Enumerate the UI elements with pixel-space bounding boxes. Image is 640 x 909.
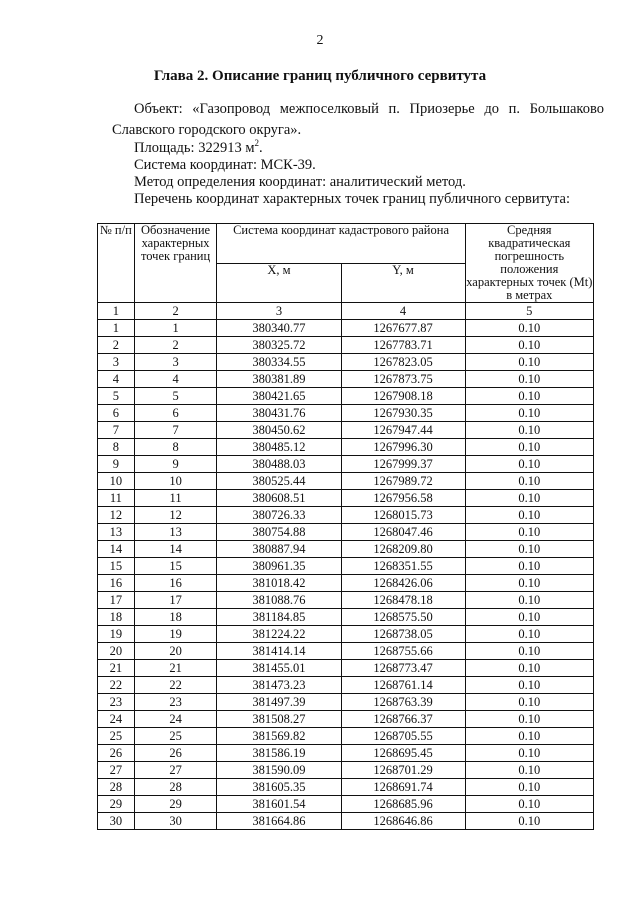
table-row [98, 490, 594, 507]
cell-x: 381184.85 [217, 609, 341, 626]
cell-num: 23 [98, 694, 135, 711]
coordinate-system-line: Система координат: МСК-39. [134, 157, 316, 173]
table-row [98, 388, 594, 405]
cell-num: 18 [98, 609, 135, 626]
table-row [98, 558, 594, 575]
cell-num: 1 [98, 320, 135, 337]
cell-mt: 0.10 [465, 796, 593, 813]
cell-x: 381605.35 [217, 779, 341, 796]
table-row [98, 694, 594, 711]
cell-point-label: 15 [134, 558, 217, 575]
cell-mt: 0.10 [465, 541, 593, 558]
cell-num: 13 [98, 524, 135, 541]
cell-x: 381088.76 [217, 592, 341, 609]
cell-mt: 0.10 [465, 439, 593, 456]
table-row [98, 507, 594, 524]
cell-mt: 0.10 [465, 490, 593, 507]
table-row [98, 762, 594, 779]
column-number: 2 [134, 303, 217, 320]
table-row [98, 609, 594, 626]
cell-y: 1268773.47 [341, 660, 465, 677]
cell-num: 12 [98, 507, 135, 524]
column-number: 5 [465, 303, 593, 320]
cell-y: 1268705.55 [341, 728, 465, 745]
cell-y: 1268738.05 [341, 626, 465, 643]
table-row [98, 422, 594, 439]
cell-point-label: 1 [134, 320, 217, 337]
cell-point-label: 8 [134, 439, 217, 456]
object-description-line2: Славского городского округа». [112, 122, 302, 138]
cell-x: 381664.86 [217, 813, 341, 830]
cell-num: 28 [98, 779, 135, 796]
cell-mt: 0.10 [465, 337, 593, 354]
cell-mt: 0.10 [465, 711, 593, 728]
cell-point-label: 21 [134, 660, 217, 677]
cell-x: 380421.65 [217, 388, 341, 405]
cell-num: 9 [98, 456, 135, 473]
table-row [98, 626, 594, 643]
table-body [98, 320, 594, 830]
table-row [98, 643, 594, 660]
cell-x: 381586.19 [217, 745, 341, 762]
cell-mt: 0.10 [465, 677, 593, 694]
cell-mt: 0.10 [465, 745, 593, 762]
cell-x: 381414.14 [217, 643, 341, 660]
cell-mt: 0.10 [465, 813, 593, 830]
cell-y: 1267996.30 [341, 439, 465, 456]
cell-y: 1268763.39 [341, 694, 465, 711]
cell-x: 380961.35 [217, 558, 341, 575]
header-x: X, м [217, 263, 341, 303]
table-row [98, 813, 594, 830]
cell-num: 2 [98, 337, 135, 354]
table-row [98, 796, 594, 813]
cell-y: 1267677.87 [341, 320, 465, 337]
cell-point-label: 24 [134, 711, 217, 728]
cell-x: 380431.76 [217, 405, 341, 422]
column-number: 1 [98, 303, 135, 320]
cell-mt: 0.10 [465, 779, 593, 796]
cell-mt: 0.10 [465, 507, 593, 524]
area-label: Площадь: 322913 м [134, 140, 255, 156]
cell-mt: 0.10 [465, 320, 593, 337]
table-header-row [98, 224, 594, 264]
cell-y: 1267956.58 [341, 490, 465, 507]
cell-y: 1268646.86 [341, 813, 465, 830]
cell-point-label: 26 [134, 745, 217, 762]
object-description-line1: Объект: «Газопровод межпоселковый п. Приозерье до п. Большаково [134, 101, 604, 117]
table-row [98, 779, 594, 796]
cell-x: 380608.51 [217, 490, 341, 507]
cell-point-label: 7 [134, 422, 217, 439]
cell-x: 381455.01 [217, 660, 341, 677]
cell-x: 380887.94 [217, 541, 341, 558]
cell-point-label: 29 [134, 796, 217, 813]
cell-num: 4 [98, 371, 135, 388]
cell-y: 1267947.44 [341, 422, 465, 439]
header-point-label: Обозначение характерных точек границ [134, 224, 217, 303]
cell-y: 1268701.29 [341, 762, 465, 779]
cell-y: 1268015.73 [341, 507, 465, 524]
cell-y: 1268209.80 [341, 541, 465, 558]
cell-mt: 0.10 [465, 728, 593, 745]
cell-num: 7 [98, 422, 135, 439]
cell-y: 1267908.18 [341, 388, 465, 405]
page-number: 2 [316, 33, 324, 48]
table-row [98, 337, 594, 354]
cell-point-label: 20 [134, 643, 217, 660]
area-unit-superscript: 2 [254, 138, 260, 149]
cell-mt: 0.10 [465, 371, 593, 388]
cell-mt: 0.10 [465, 473, 593, 490]
cell-num: 17 [98, 592, 135, 609]
cell-num: 21 [98, 660, 135, 677]
list-intro-line: Перечень координат характерных точек границ публичного сервитута: [134, 191, 571, 207]
cell-num: 6 [98, 405, 135, 422]
cell-x: 380381.89 [217, 371, 341, 388]
cell-x: 380485.12 [217, 439, 341, 456]
cell-point-label: 16 [134, 575, 217, 592]
column-numbers-row [98, 303, 594, 320]
table-row [98, 456, 594, 473]
cell-num: 8 [98, 439, 135, 456]
cell-mt: 0.10 [465, 643, 593, 660]
cell-point-label: 6 [134, 405, 217, 422]
cell-y: 1268047.46 [341, 524, 465, 541]
cell-y: 1268426.06 [341, 575, 465, 592]
cell-mt: 0.10 [465, 354, 593, 371]
cell-mt: 0.10 [465, 762, 593, 779]
cell-num: 25 [98, 728, 135, 745]
cell-x: 381224.22 [217, 626, 341, 643]
table-row [98, 745, 594, 762]
cell-mt: 0.10 [465, 694, 593, 711]
cell-point-label: 27 [134, 762, 217, 779]
header-y: Y, м [341, 263, 465, 303]
cell-num: 11 [98, 490, 135, 507]
cell-y: 1268761.14 [341, 677, 465, 694]
cell-point-label: 23 [134, 694, 217, 711]
cell-y: 1267930.35 [341, 405, 465, 422]
cell-point-label: 9 [134, 456, 217, 473]
cell-y: 1267989.72 [341, 473, 465, 490]
cell-point-label: 22 [134, 677, 217, 694]
cell-point-label: 3 [134, 354, 217, 371]
table-row [98, 354, 594, 371]
cell-point-label: 10 [134, 473, 217, 490]
cell-y: 1267783.71 [341, 337, 465, 354]
cell-x: 380488.03 [217, 456, 341, 473]
cell-x: 380525.44 [217, 473, 341, 490]
cell-num: 27 [98, 762, 135, 779]
cell-y: 1267999.37 [341, 456, 465, 473]
area-line [134, 140, 624, 156]
cell-point-label: 30 [134, 813, 217, 830]
cell-y: 1267873.75 [341, 371, 465, 388]
cell-point-label: 14 [134, 541, 217, 558]
table-row [98, 320, 594, 337]
cell-mt: 0.10 [465, 388, 593, 405]
table-row [98, 677, 594, 694]
area-suffix: . [259, 140, 263, 156]
table-row [98, 473, 594, 490]
cell-mt: 0.10 [465, 609, 593, 626]
cell-point-label: 28 [134, 779, 217, 796]
cell-mt: 0.10 [465, 456, 593, 473]
cell-x: 381497.39 [217, 694, 341, 711]
cell-num: 14 [98, 541, 135, 558]
cell-x: 380726.33 [217, 507, 341, 524]
cell-point-label: 25 [134, 728, 217, 745]
column-number: 4 [341, 303, 465, 320]
cell-y: 1268351.55 [341, 558, 465, 575]
cell-y: 1268478.18 [341, 592, 465, 609]
cell-x: 380334.55 [217, 354, 341, 371]
table-row [98, 660, 594, 677]
cell-point-label: 2 [134, 337, 217, 354]
method-line: Метод определения координат: аналитический метод. [134, 174, 466, 190]
cell-point-label: 12 [134, 507, 217, 524]
table-row [98, 541, 594, 558]
cell-num: 20 [98, 643, 135, 660]
cell-num: 19 [98, 626, 135, 643]
cell-mt: 0.10 [465, 660, 593, 677]
table-row [98, 711, 594, 728]
cell-point-label: 19 [134, 626, 217, 643]
table-row [98, 439, 594, 456]
cell-x: 381601.54 [217, 796, 341, 813]
cell-x: 381508.27 [217, 711, 341, 728]
cell-x: 381590.09 [217, 762, 341, 779]
cell-point-label: 18 [134, 609, 217, 626]
cell-num: 22 [98, 677, 135, 694]
cell-point-label: 4 [134, 371, 217, 388]
cell-x: 381569.82 [217, 728, 341, 745]
header-coordinate-system: Система координат кадастрового района [217, 224, 465, 264]
cell-x: 380450.62 [217, 422, 341, 439]
cell-y: 1268691.74 [341, 779, 465, 796]
table-row [98, 592, 594, 609]
cell-num: 5 [98, 388, 135, 405]
cell-x: 380754.88 [217, 524, 341, 541]
cell-mt: 0.10 [465, 575, 593, 592]
cell-point-label: 17 [134, 592, 217, 609]
cell-y: 1268755.66 [341, 643, 465, 660]
table-row [98, 728, 594, 745]
cell-x: 380325.72 [217, 337, 341, 354]
table-row [98, 405, 594, 422]
cell-y: 1268685.96 [341, 796, 465, 813]
cell-y: 1268695.45 [341, 745, 465, 762]
cell-point-label: 13 [134, 524, 217, 541]
cell-num: 30 [98, 813, 135, 830]
header-num: № п/п [98, 224, 135, 303]
cell-mt: 0.10 [465, 524, 593, 541]
cell-num: 16 [98, 575, 135, 592]
table-row [98, 371, 594, 388]
column-number: 3 [217, 303, 341, 320]
cell-point-label: 5 [134, 388, 217, 405]
table-row [98, 575, 594, 592]
table-row [98, 524, 594, 541]
cell-num: 10 [98, 473, 135, 490]
cell-y: 1268575.50 [341, 609, 465, 626]
cell-num: 24 [98, 711, 135, 728]
cell-y: 1267823.05 [341, 354, 465, 371]
cell-num: 26 [98, 745, 135, 762]
cell-num: 3 [98, 354, 135, 371]
cell-num: 29 [98, 796, 135, 813]
chapter-title: Глава 2. Описание границ публичного сервитута [153, 68, 487, 84]
cell-y: 1268766.37 [341, 711, 465, 728]
cell-mt: 0.10 [465, 592, 593, 609]
cell-mt: 0.10 [465, 422, 593, 439]
cell-x: 381473.23 [217, 677, 341, 694]
cell-mt: 0.10 [465, 558, 593, 575]
cell-mt: 0.10 [465, 626, 593, 643]
cell-x: 381018.42 [217, 575, 341, 592]
cell-x: 380340.77 [217, 320, 341, 337]
cell-mt: 0.10 [465, 405, 593, 422]
coordinates-table [97, 223, 594, 830]
cell-num: 15 [98, 558, 135, 575]
header-mt: Средняя квадратическая погрешность положения характерных точек (Mt) в метрах [466, 223, 593, 302]
cell-point-label: 11 [134, 490, 217, 507]
